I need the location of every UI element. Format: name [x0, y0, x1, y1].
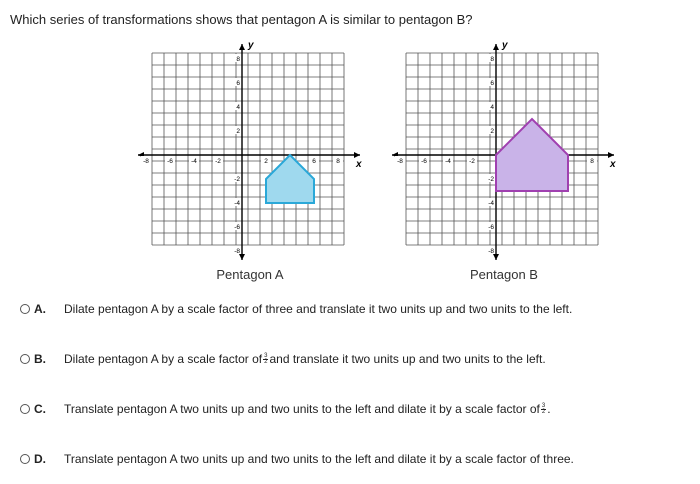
radio-button[interactable]	[20, 404, 30, 414]
choice-text-cont: and translate it two units up and two units to the left.	[269, 352, 546, 366]
y-tick-label: 2	[490, 128, 494, 135]
pentagon-b	[496, 119, 568, 191]
x-tick-label: -8	[397, 158, 403, 165]
y-tick-label: -8	[234, 248, 240, 255]
choice-text-cont: .	[547, 402, 551, 416]
y-axis-arrow	[493, 44, 499, 50]
y-tick-label: -2	[234, 176, 240, 183]
y-tick-label: 4	[236, 104, 240, 111]
coordinate-grid-a	[134, 36, 366, 266]
x-tick-label: -6	[421, 158, 427, 165]
fraction: $\frac{3}{2}$	[541, 402, 546, 415]
choice-letter: C.	[34, 402, 46, 416]
y-tick-label: -8	[488, 248, 494, 255]
x-tick-label: 2	[264, 158, 268, 165]
radio-button[interactable]	[20, 354, 30, 364]
x-tick-label: -2	[469, 158, 475, 165]
y-tick-label: 8	[236, 56, 240, 63]
question-text: Which series of transformations shows that pentagon A is similar to pentagon B?	[10, 12, 473, 27]
x-tick-label: 8	[336, 158, 340, 165]
x-tick-label: -4	[191, 158, 197, 165]
x-tick-label: 8	[590, 158, 594, 165]
x-tick-label: -8	[143, 158, 149, 165]
radio-button[interactable]	[20, 304, 30, 314]
choice-letter: B.	[34, 352, 46, 366]
coordinate-grid-b	[388, 36, 620, 266]
choice-text: Translate pentagon A two units up and two units to the left and dilate it by a scale factor of three.	[64, 452, 574, 466]
choice-c[interactable]	[20, 402, 551, 416]
x-axis-arrow	[608, 152, 614, 158]
choice-letter: A.	[34, 302, 46, 316]
y-tick-label: 6	[236, 80, 240, 87]
choice-text: Dilate pentagon A by a scale factor of three and translate it two units up and two units to the left.	[64, 302, 573, 316]
x-tick-label: -4	[445, 158, 451, 165]
y-tick-label: -6	[234, 224, 240, 231]
y-tick-label: -6	[488, 224, 494, 231]
y-tick-label: 8	[490, 56, 494, 63]
choice-d[interactable]	[20, 452, 574, 466]
fraction: $\frac{3}{2}$	[264, 352, 268, 365]
radio-button[interactable]	[20, 454, 30, 464]
y-tick-label: 6	[490, 80, 494, 87]
y-tick-label: 4	[490, 104, 494, 111]
y-axis-arrow	[239, 44, 245, 50]
y-tick-label: -4	[488, 200, 494, 207]
pentagon-a	[266, 155, 314, 203]
x-tick-label: 6	[312, 158, 316, 165]
choice-text: Dilate pentagon A by a scale factor of	[64, 352, 263, 366]
x-tick-label: -2	[215, 158, 221, 165]
pentagon-b-label: Pentagon B	[470, 267, 538, 282]
y-axis-label: y	[248, 40, 254, 51]
x-axis-label: x	[610, 159, 616, 170]
y-tick-label: 2	[236, 128, 240, 135]
pentagon-a-label: Pentagon A	[216, 267, 284, 282]
x-tick-label: -6	[167, 158, 173, 165]
x-axis-arrow	[354, 152, 360, 158]
x-axis-label: x	[356, 159, 362, 170]
y-tick-label: -4	[234, 200, 240, 207]
choice-a[interactable]	[20, 302, 572, 316]
choice-b[interactable]	[20, 352, 546, 366]
y-tick-label: -2	[488, 176, 494, 183]
choice-letter: D.	[34, 452, 46, 466]
choice-text: Translate pentagon A two units up and two units to the left and dilate it by a scale factor of	[64, 402, 540, 416]
y-axis-label: y	[502, 40, 508, 51]
